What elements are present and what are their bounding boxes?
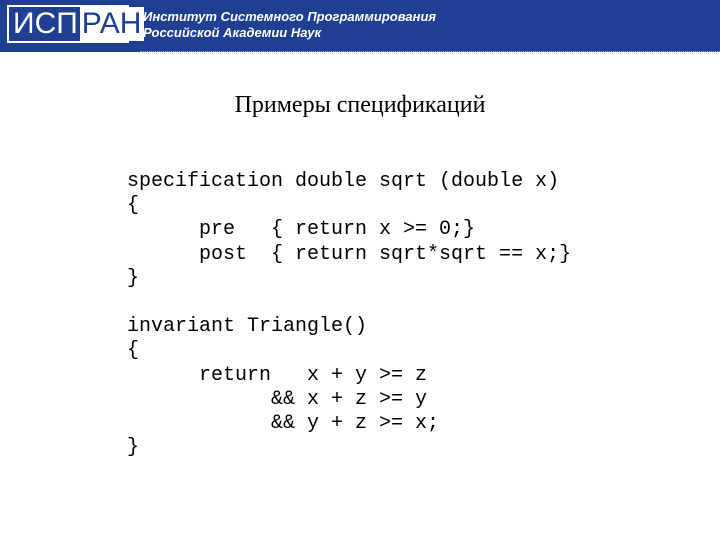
slide-title: Примеры спецификаций xyxy=(234,92,486,118)
code-line: && y + z >= x; xyxy=(127,411,440,435)
code-line: return x + y >= z xyxy=(127,363,428,387)
organization-name-line2: Российской Академии Наук xyxy=(143,25,322,40)
code-line xyxy=(127,291,571,315)
code-line: { xyxy=(127,194,140,218)
code-line: { xyxy=(127,339,140,363)
header-divider xyxy=(140,51,720,52)
logo-text-isp: ИСП xyxy=(13,7,78,40)
code-line: pre { return x >= 0;} xyxy=(127,218,476,242)
organization-name-line1: Институт Системного Программирования xyxy=(143,9,437,24)
code-line: post { return sqrt*sqrt == x;} xyxy=(127,242,572,266)
code-line: } xyxy=(127,266,140,290)
code-block xyxy=(127,170,571,460)
organization-name xyxy=(143,9,436,41)
code-line: && x + z >= y xyxy=(127,387,428,411)
logo-text-ran: РАН xyxy=(80,7,145,41)
code-line: } xyxy=(127,436,140,460)
code-line: specification double sqrt (double x) xyxy=(127,170,560,193)
header-bar xyxy=(0,0,720,52)
code-line: invariant Triangle() xyxy=(127,315,368,339)
ispras-logo xyxy=(7,5,142,43)
